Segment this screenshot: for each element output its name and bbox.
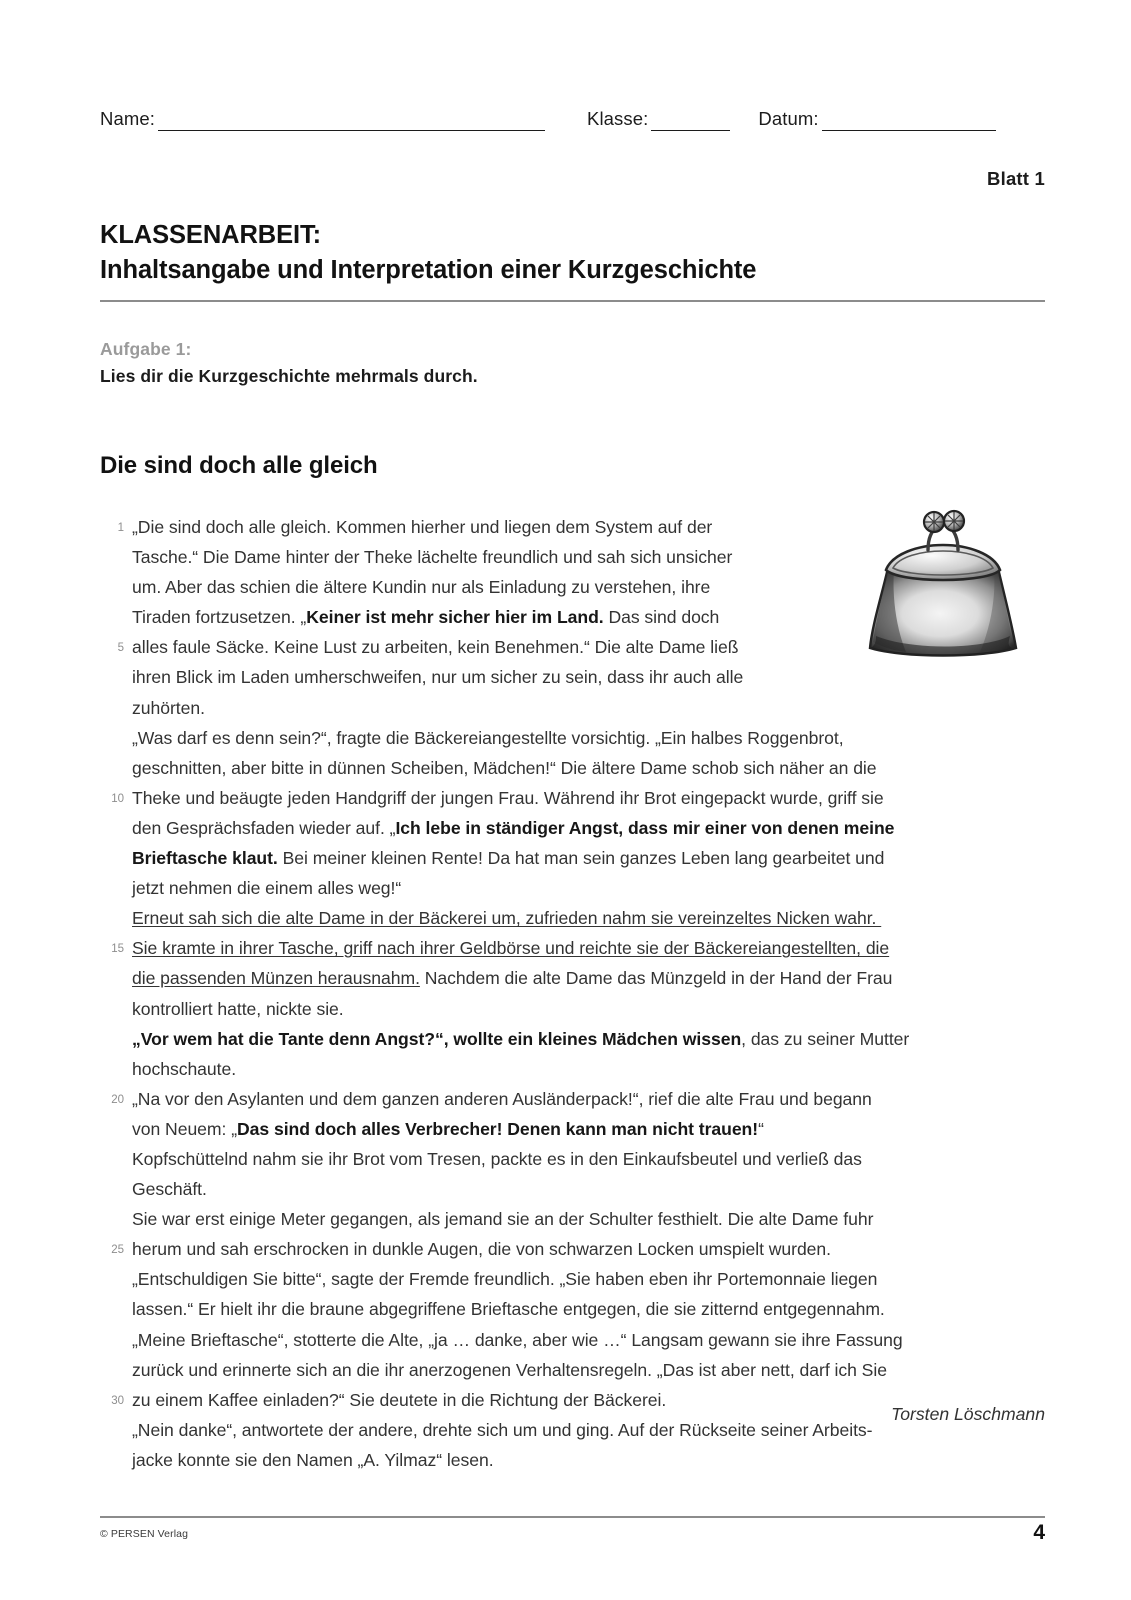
story-line: [100, 632, 1045, 662]
line-number: 1: [117, 522, 124, 534]
name-label: Name:: [100, 108, 155, 129]
copyright-notice: © PERSEN Verlag: [100, 1528, 189, 1540]
story-line-text: „Entschuldigen Sie bitte“, sagte der Fremde freundlich. „Sie haben eben ihr Portemonnaie liegen: [132, 1269, 878, 1290]
story-line: [100, 662, 1045, 692]
page-title-line-2: Inhaltsangabe und Interpretation einer Kurzgeschichte: [100, 256, 757, 285]
story-line-text: Tiraden fortzusetzen. „Keiner ist mehr sicher hier im Land. Das sind doch: [132, 607, 720, 628]
title-divider: [100, 300, 1045, 302]
story-line: [100, 1325, 1045, 1355]
story-line-text: „Was darf es denn sein?“, fragte die Bäckereiangestellte vorsichtig. „Ein halbes Roggenbrot,: [132, 727, 844, 748]
footer-divider: [100, 1516, 1045, 1518]
story-line-text: Brieftasche klaut. Bei meiner kleinen Rente! Da hat man sein ganzes Leben lang gearbeitet und: [132, 848, 885, 869]
story-line-text: von Neuem: „Das sind doch alles Verbrecher! Denen kann man nicht trauen!“: [132, 1118, 764, 1139]
story-line-text: Sie war erst einige Meter gegangen, als jemand sie an der Schulter festhielt. Die alte Dame fuhr: [132, 1209, 874, 1230]
story-line: [100, 783, 1045, 813]
story-line-text: alles faule Säcke. Keine Lust zu arbeiten, kein Benehmen.“ Die alte Dame ließ: [132, 637, 739, 658]
story-line: [100, 1445, 1045, 1475]
task-instruction: Lies dir die Kurzgeschichte mehrmals durch.: [100, 366, 478, 386]
story-text: [100, 512, 1045, 1475]
story-line-text: Theke und beäugte jeden Handgriff der jungen Frau. Während ihr Brot eingepackt wurde, griff sie: [132, 787, 884, 808]
story-line-text: zuhörten.: [132, 697, 205, 718]
story-line: [100, 572, 1045, 602]
story-line-text: ihren Blick im Laden umherschweifen, nur um sicher zu sein, dass ihr auch alle: [132, 667, 744, 688]
story-line-text: „Na vor den Asylanten und dem ganzen anderen Ausländerpack!“, rief die alte Frau und begann: [132, 1088, 872, 1109]
name-input[interactable]: [158, 111, 545, 131]
story-line: [100, 873, 1045, 903]
story-line: [100, 1294, 1045, 1324]
story-line-text: lassen.“ Er hielt ihr die braune abgegriffene Brieftasche entgegen, die sie zitternd entgegennahm.: [132, 1299, 885, 1320]
story-title: Die sind doch alle gleich: [100, 452, 378, 479]
klasse-input[interactable]: [651, 111, 730, 131]
story-line: [100, 994, 1045, 1024]
klasse-label: Klasse:: [587, 108, 649, 129]
story-line: [100, 903, 1045, 933]
story-line: [100, 813, 1045, 843]
line-number: 20: [111, 1093, 124, 1106]
story-line-text: um. Aber das schien die ältere Kundin nur als Einladung zu verstehen, ihre: [132, 577, 711, 598]
task-number-label: Aufgabe 1:: [100, 339, 192, 359]
line-number: 5: [117, 642, 124, 655]
story-line: [100, 933, 1045, 963]
story-line: [100, 1204, 1045, 1234]
story-line-text: hochschaute.: [132, 1058, 237, 1079]
student-info-row: [100, 108, 1045, 131]
story-line-text: zu einem Kaffee einladen?“ Sie deutete in die Richtung der Bäckerei.: [132, 1389, 667, 1410]
datum-input[interactable]: [822, 111, 996, 131]
story-line-text: Tasche.“ Die Dame hinter der Theke lächelte freundlich und sah sich unsicher: [132, 547, 733, 568]
page-title-line-1: KLASSENARBEIT:: [100, 221, 322, 249]
story-line-text: zurück und erinnerte sich an die ihr anerzogenen Verhaltensregeln. „Das ist aber nett, darf ich Sie: [132, 1359, 887, 1380]
story-line: [100, 1234, 1045, 1264]
story-line: [100, 542, 1045, 572]
datum-label: Datum:: [758, 108, 819, 129]
line-number: 15: [111, 943, 124, 956]
story-line-text: „Vor wem hat die Tante denn Angst?“, wollte ein kleines Mädchen wissen, das zu seiner Mutter: [132, 1028, 910, 1049]
story-line-text: den Gesprächsfaden wieder auf. „Ich lebe in ständiger Angst, dass mir einer von denen meine: [132, 817, 895, 838]
story-line-text: „Die sind doch alle gleich. Kommen hierher und liegen dem System auf der: [132, 517, 713, 537]
page-number: 4: [1033, 1521, 1045, 1544]
story-line: [100, 693, 1045, 723]
story-line: [100, 602, 1045, 632]
line-number: 30: [111, 1394, 124, 1407]
line-number: 10: [111, 792, 124, 805]
story-line: [100, 843, 1045, 873]
line-number: 25: [111, 1244, 124, 1257]
story-line: [100, 512, 1045, 542]
story-line: [100, 1264, 1045, 1294]
story-line-text: jetzt nehmen die einem alles weg!“: [132, 878, 402, 899]
story-line-text: herum und sah erschrocken in dunkle Augen, die von schwarzen Locken umspielt wurden.: [132, 1239, 831, 1260]
story-line-text: „Meine Brieftasche“, stotterte die Alte, „ja … danke, aber wie …“ Langsam gewann sie ihre Fassung: [132, 1329, 903, 1350]
story-line: [100, 1084, 1045, 1114]
sheet-number-label: Blatt 1: [987, 168, 1045, 189]
story-line-text: die passenden Münzen herausnahm. Nachdem die alte Dame das Münzgeld in der Hand der Frau: [132, 968, 893, 989]
story-line: [100, 1114, 1045, 1144]
story-line: [100, 963, 1045, 993]
story-line: [100, 1054, 1045, 1084]
story-author: Torsten Löschmann: [891, 1404, 1045, 1424]
story-line-text: Geschäft.: [132, 1179, 207, 1200]
story-line-text: Erneut sah sich die alte Dame in der Bäckerei um, zufrieden nahm sie vereinzeltes Nicken wahr.: [132, 908, 882, 929]
sheet-content-area: [100, 0, 1045, 1600]
story-line-text: „Nein danke“, antwortete der andere, drehte sich um und ging. Auf der Rückseite seiner Arbeits-: [132, 1419, 873, 1440]
story-line: [100, 1355, 1045, 1385]
story-line-text: geschnitten, aber bitte in dünnen Scheiben, Mädchen!“ Die ältere Dame schob sich näher an die: [132, 757, 877, 778]
story-line: [100, 1144, 1045, 1174]
page-title: [100, 218, 1045, 288]
story-line: [100, 1174, 1045, 1204]
story-line-text: kontrolliert hatte, nickte sie.: [132, 998, 344, 1019]
story-line: [100, 753, 1045, 783]
story-line: [100, 723, 1045, 753]
story-line-text: Sie kramte in ihrer Tasche, griff nach ihrer Geldbörse und reichte sie der Bäckereiangestellten, die: [132, 938, 890, 959]
story-line: [100, 1024, 1045, 1054]
story-line-text: jacke konnte sie den Namen „A. Yilmaz“ lesen.: [132, 1449, 494, 1470]
story-line-text: Kopfschüttelnd nahm sie ihr Brot vom Tresen, packte es in den Einkaufsbeutel und verließ das: [132, 1148, 862, 1169]
